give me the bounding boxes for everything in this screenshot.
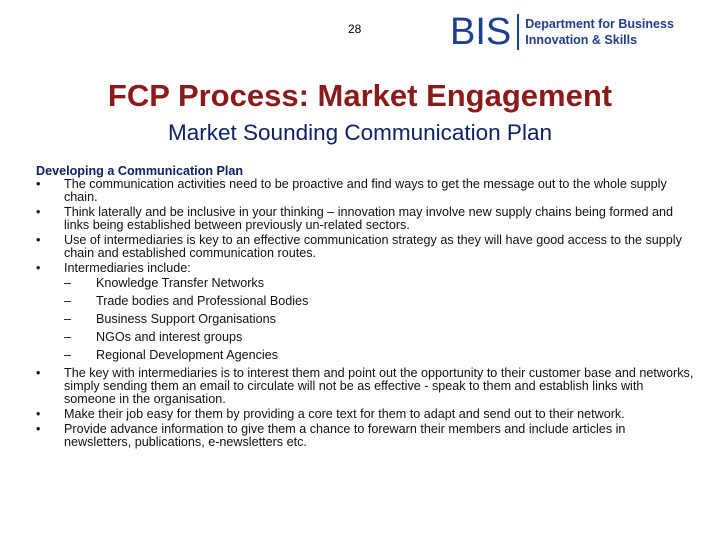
bullet-text: Intermediaries include: [64, 261, 191, 275]
sub-item: – Regional Development Agencies [64, 349, 696, 362]
bullet-item: • Use of intermediaries is key to an effective communication strategy as they will have good access to the supply chain and established communication routes. [36, 234, 696, 260]
sub-item: – Business Support Organisations [64, 313, 696, 326]
logo-text [525, 16, 674, 48]
bis-logo [450, 12, 674, 52]
slide-title: FCP Process: Market Engagement [107, 78, 613, 113]
bullet-list [36, 178, 696, 449]
logo-line-2: Innovation & Skills [525, 33, 638, 47]
sub-item: – NGOs and interest groups [64, 331, 696, 344]
page-number: 28 [348, 22, 362, 36]
sub-item: – Knowledge Transfer Networks [64, 277, 696, 290]
slide-subtitle: Market Sounding Communication Plan [168, 120, 552, 145]
bullet-item: • The key with intermediaries is to interest them and point out the opportunity to their customer base and networks, simply sending them an email to circulate will not be as effective - speak to them and establish links with someone in the organisation. [36, 367, 696, 406]
bullet-item: • Think laterally and be inclusive in your thinking – innovation may involve new supply chains being formed and links being established between previously un-related sectors. [36, 206, 696, 232]
logo-divider [517, 14, 519, 50]
logo-mark: BIS [450, 11, 512, 53]
section-heading: Developing a Communication Plan [36, 164, 244, 178]
bullet-item: • Provide advance information to give them a chance to forewarn their members and include articles in newsletters, publications, e-newsletters etc. [36, 423, 696, 449]
bullet-item: • Make their job easy for them by providing a core text for them to adapt and send out to their network. [36, 408, 696, 421]
slide-body [36, 165, 696, 449]
bullet-item-intermediaries [36, 262, 696, 362]
sub-item: – Trade bodies and Professional Bodies [64, 295, 696, 308]
bullet-item: • The communication activities need to be proactive and find ways to get the message out to the whole supply chain. [36, 178, 696, 204]
logo-line-1: Department for Business [525, 17, 674, 31]
intermediaries-list [64, 277, 696, 362]
